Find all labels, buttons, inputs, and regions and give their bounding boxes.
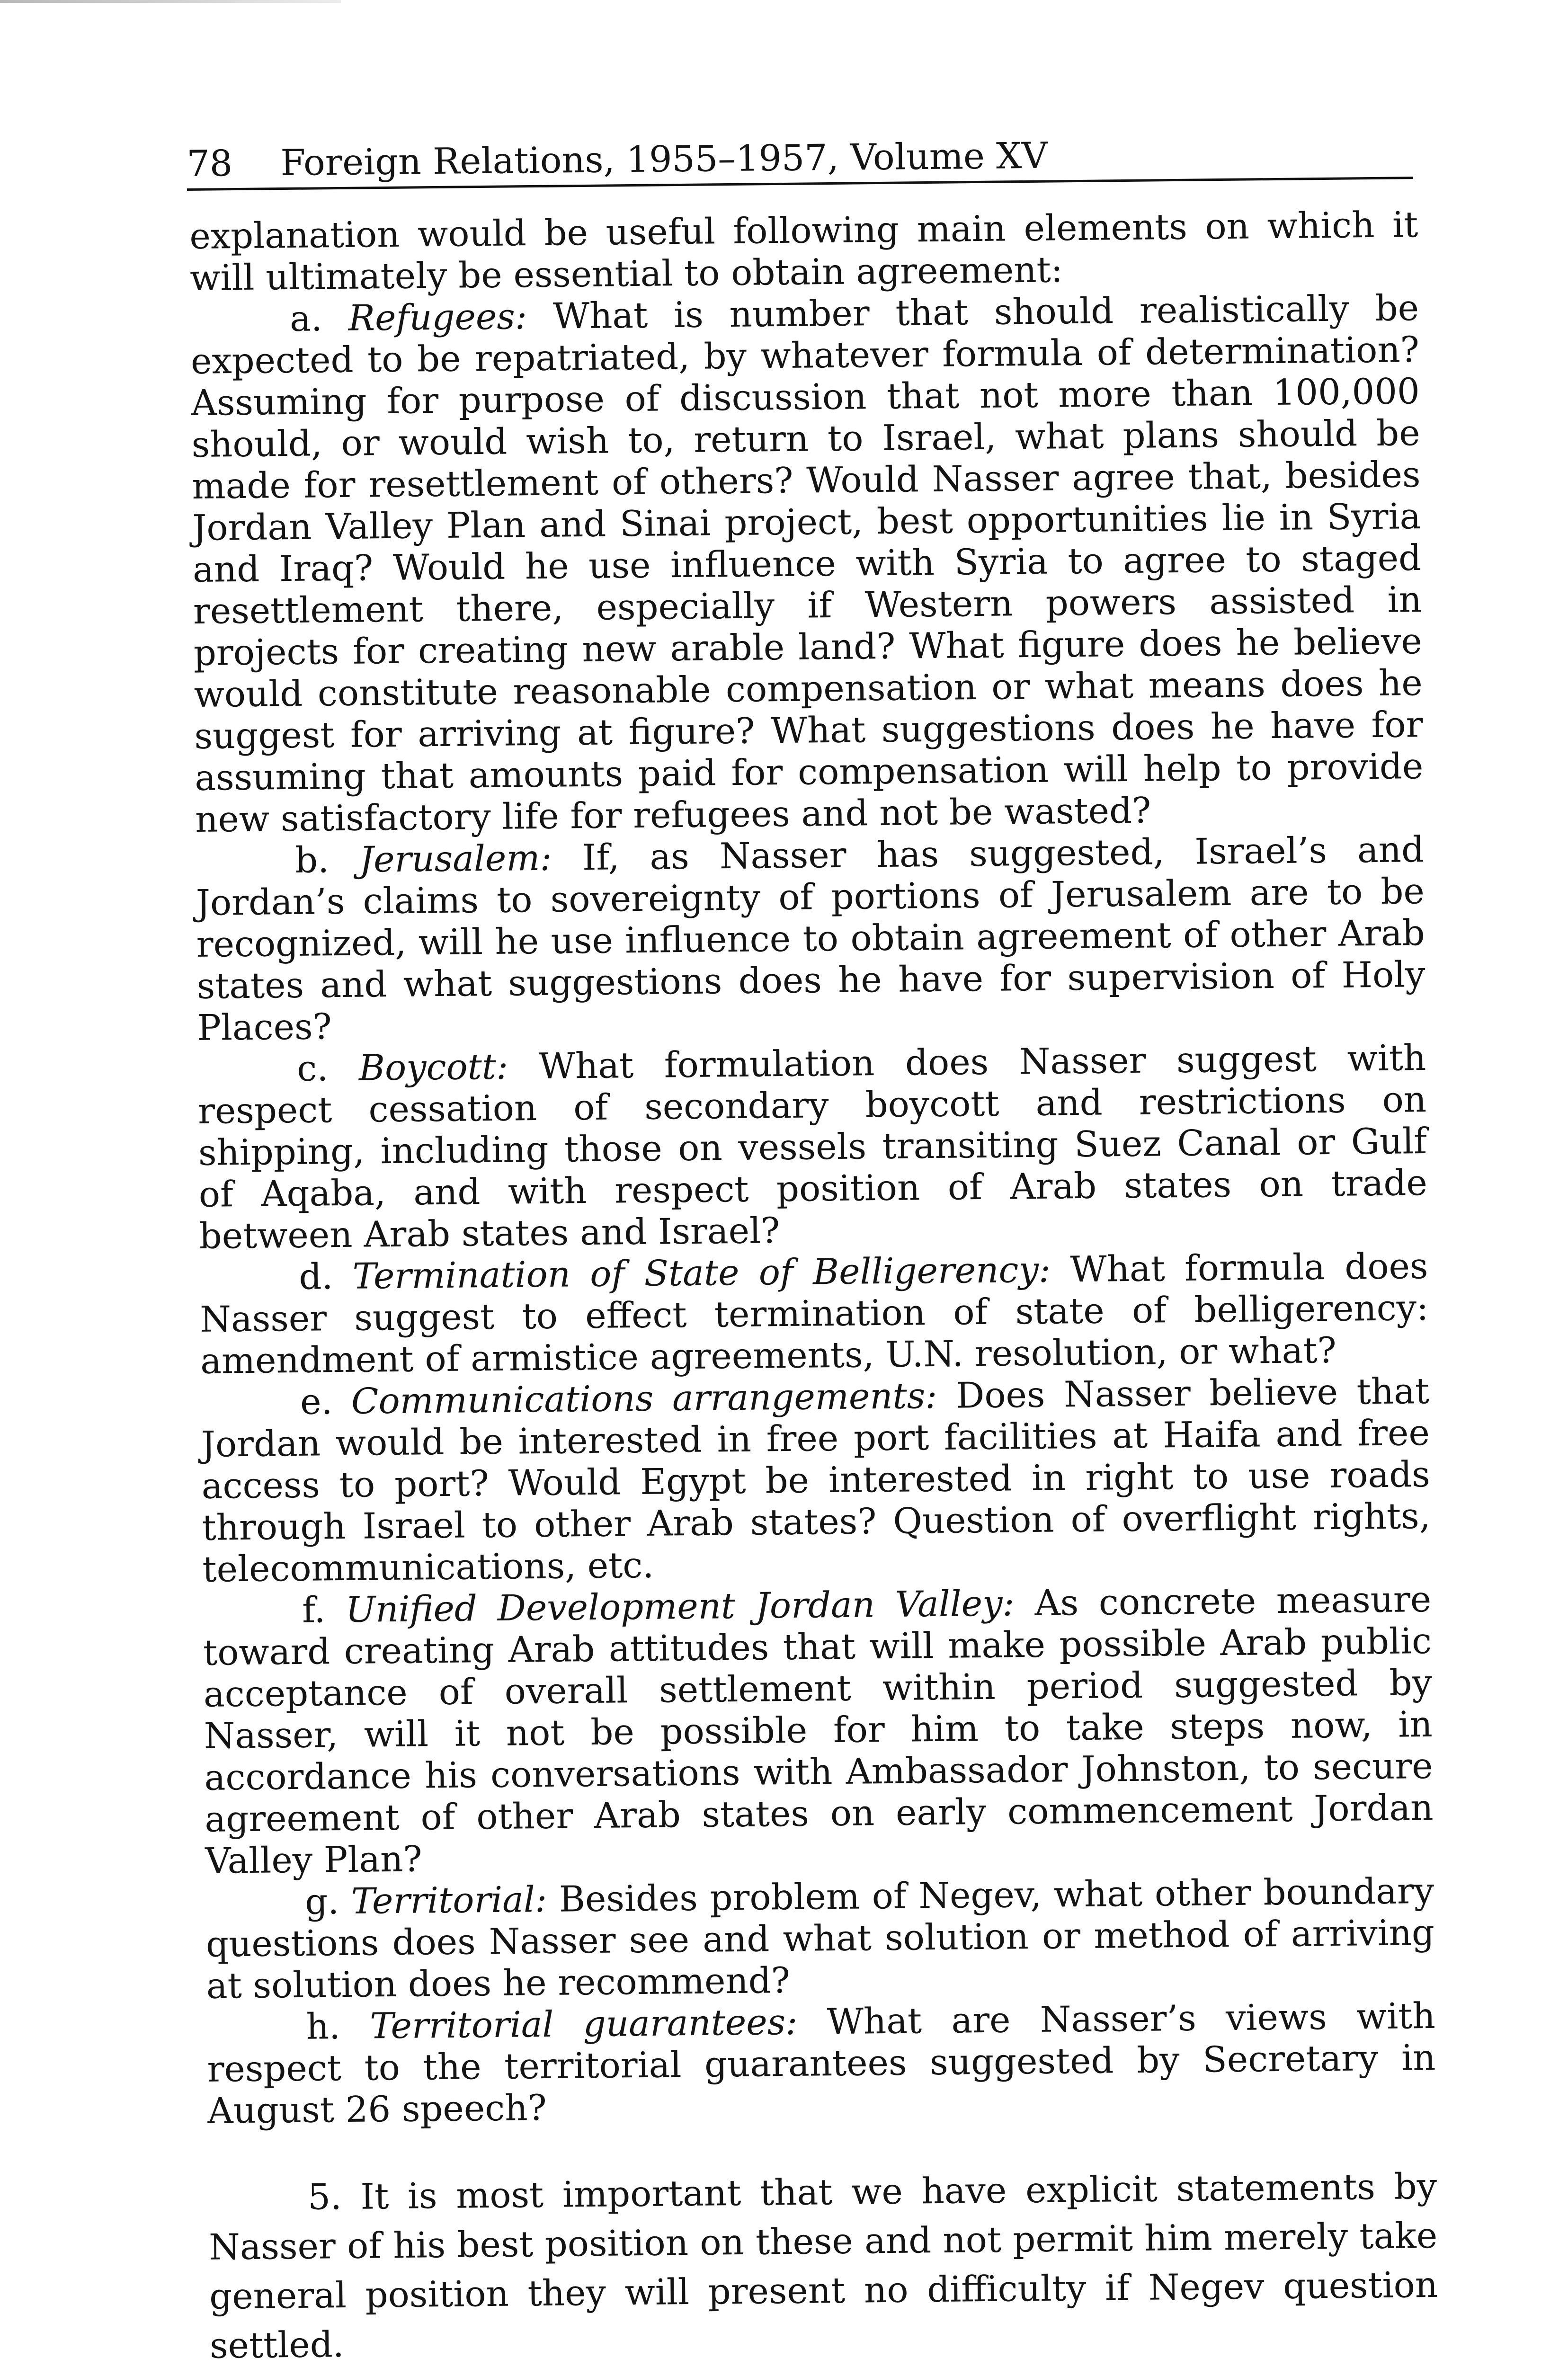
item-label: Termination of State of Belligerency: [352,1248,1051,1297]
item-communications [201,1370,1431,1590]
item-label: Boycott: [358,1045,508,1089]
item-boycott [197,1037,1428,1257]
item-letter: c. [296,1047,329,1089]
item-label: Communications arrangements: [351,1374,937,1422]
scan-edge-shadow [0,0,341,3]
item-letter: d. [299,1255,333,1298]
item-label: Territorial: [351,1878,547,1922]
page-number: 78 [187,142,233,185]
item-text: As concrete measure toward creating Arab attitudes that will make possible Arab public acceptance of overall settlement within period suggested by Nasser, will it not be possible for him to take steps now, in accordance his conversations with Ambassador Johnston, to secure agreement of other Arab states on early commencement Jordan Valley Plan? [203,1578,1434,1882]
item-letter: b. [294,839,330,881]
item-belligerency [199,1245,1429,1382]
item-text: What is number that should realistically be expected to be repatriated, by whatever formula of determination? Assuming for purpose of discussion that not more than 100,000 should, or would wish to, return to Israel, what plans should be made for resettlement of others? Would Nasser agree that, besides Jordan Valley Plan and Sinai project, best opportunities lie in Syria and Iraq? Would he use influence with Syria to agree to staged resettlement there, especially if Western powers assisted in projects for creating new arable land? What figure does he believe would constitute reasonable compensation or what means does he suggest for arriving at figure? What suggestions does he have for assuming that amounts paid for compensation will help to provide new satisfactory life for refugees and not be wasted? [190,287,1424,840]
intro-paragraph: explanation would be useful following main elements on which it will ultimately be essential to obtain agreement: [189,204,1418,299]
closing-paragraph: 5. It is most important that we have explicit statements by Nasser of his best position on these and not permit him merely take general position they will present no difficulty if Negev question settled. [208,2165,1438,2367]
running-title: Foreign Relations, 1955–1957, Volume XV [280,134,1048,184]
item-letter: a. [289,297,323,339]
page-header [187,127,1413,191]
item-label: Jerusalem: [359,836,552,881]
item-jordan-valley [203,1578,1434,1882]
item-text: What are Nasser’s views with respect to the territorial guarantees suggested by Secretary in August 26 speech? [207,1994,1436,2132]
item-letter: g. [304,1880,339,1922]
item-letter: e. [300,1380,333,1423]
item-refugees [190,287,1424,840]
item-text: Besides problem of Negev, what other boundary questions does Nasser see and what solution or method of arriving at solution does he recommend? [205,1869,1435,2007]
item-label: Refugees: [348,295,527,339]
item-territorial-guarantees [206,1995,1436,2132]
item-letter: f. [302,1589,326,1631]
body-text [189,204,1439,2367]
item-label: Territorial guarantees: [369,2001,798,2047]
item-jerusalem [196,828,1426,1049]
item-text: What formula does Nasser suggest to effect termination of state of belligerency: amendment of armistice agreements, U.N. resolution, or what? [199,1245,1429,1382]
item-text: If, as Nasser has suggested, Israel’s and Jordan’s claims to sovereignty of portions of Jerusalem are to be recognized, will he use influence to obtain agreement of other Arab states and what suggestions does he have for supervision of Holy Places? [196,828,1425,1049]
item-territorial [205,1870,1435,2007]
item-letter: h. [306,2005,341,2047]
item-text: What formulation does Nasser suggest with respect cessation of secondary boycott and restrictions on shipping, including those on vessels transiting Suez Canal or Gulf of Aqaba, and with respect position of Arab states on trade between Arab states and Israel? [197,1037,1428,1257]
item-text: Does Nasser believe that Jordan would be interested in free port facilities at Haifa and free access to port? Would Egypt be interested in right to use roads through Israel to other Arab states? Question of overflight rights, telecommunications, etc. [201,1370,1431,1590]
item-label: Unified Development Jordan Valley: [345,1582,1015,1630]
